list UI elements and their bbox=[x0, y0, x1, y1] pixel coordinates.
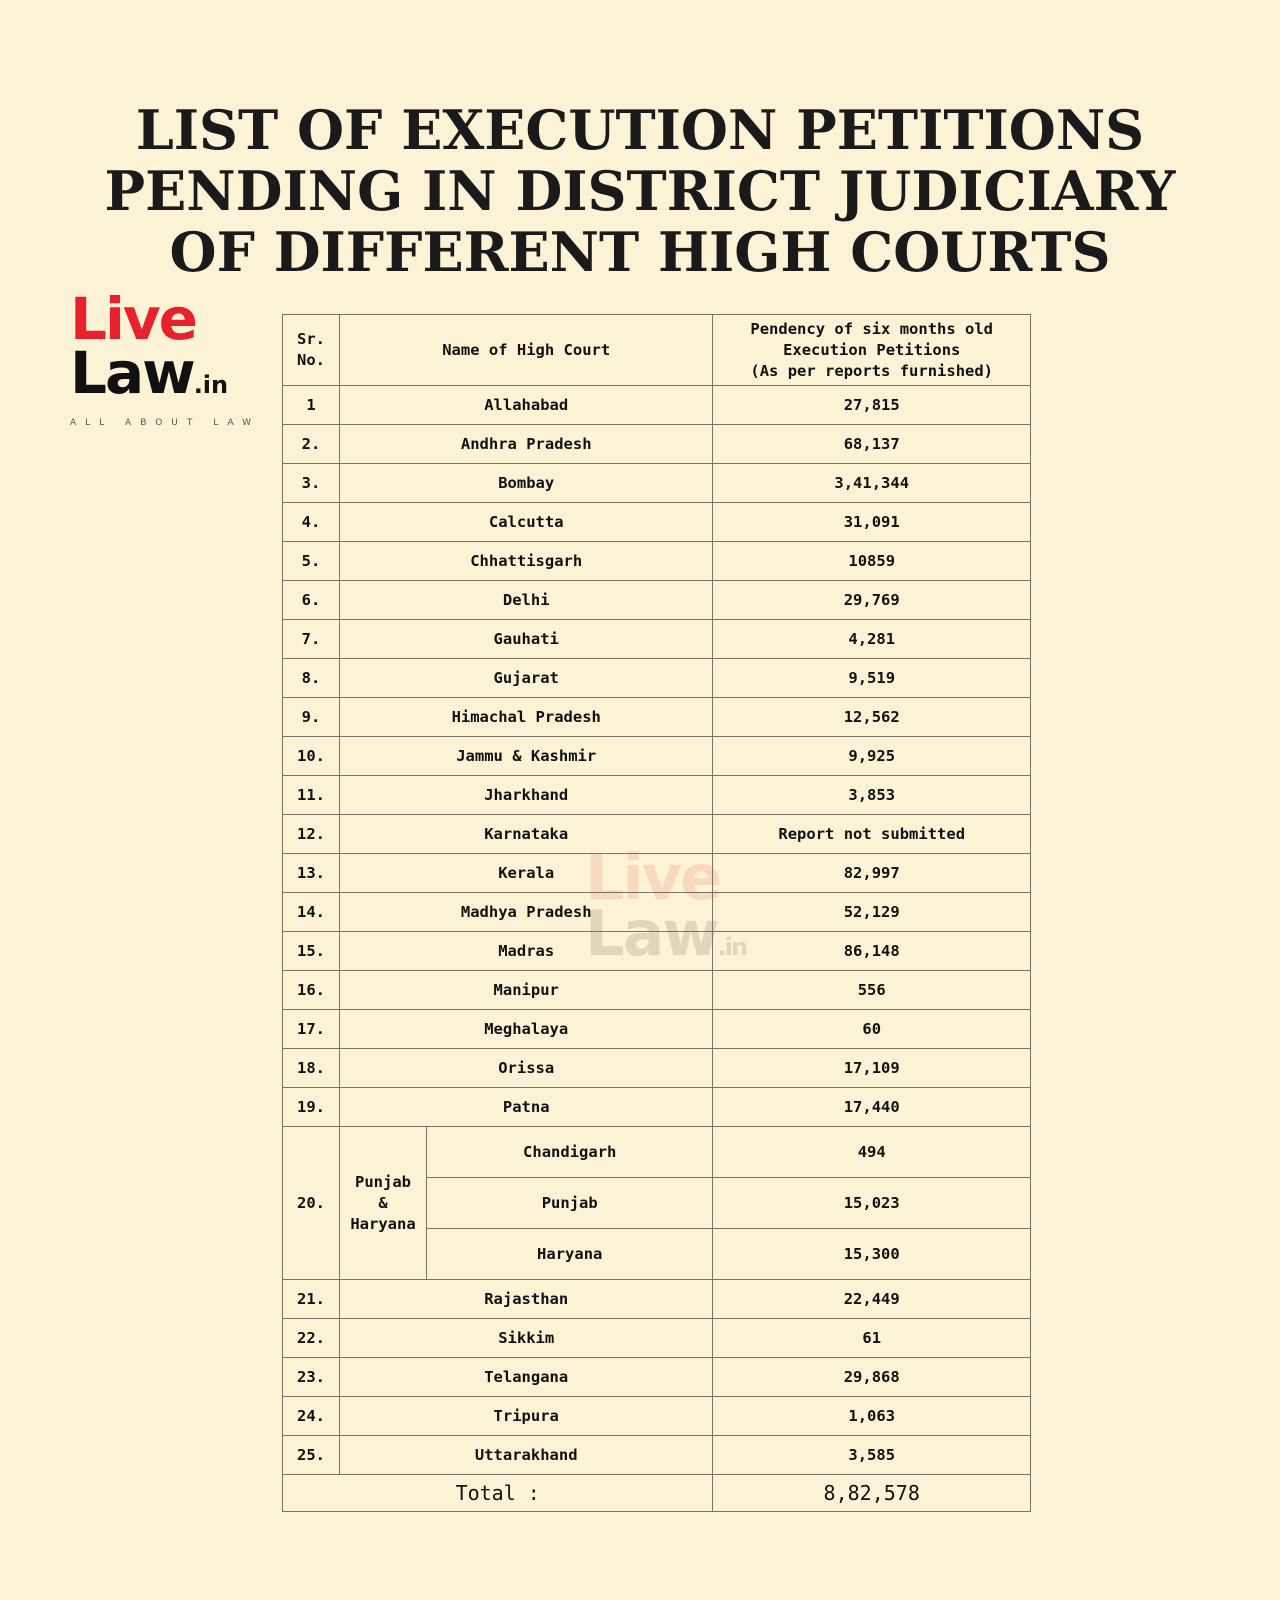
row-name: Telangana bbox=[340, 1358, 713, 1397]
row-value: 82,997 bbox=[713, 854, 1031, 893]
row-value: 3,853 bbox=[713, 776, 1031, 815]
table-row bbox=[283, 1358, 1031, 1397]
row-sr: 6. bbox=[283, 581, 340, 620]
row-name: Uttarakhand bbox=[340, 1436, 713, 1475]
row-value: 31,091 bbox=[713, 503, 1031, 542]
table-row bbox=[283, 1049, 1031, 1088]
row-name: Allahabad bbox=[340, 386, 713, 425]
row-value: 1,063 bbox=[713, 1397, 1031, 1436]
table-row bbox=[283, 1319, 1031, 1358]
row-sub-name: Haryana bbox=[427, 1229, 713, 1280]
header-pendency bbox=[713, 315, 1031, 386]
total-row bbox=[283, 1475, 1031, 1512]
row-sr: 17. bbox=[283, 1010, 340, 1049]
row-name: Tripura bbox=[340, 1397, 713, 1436]
row-name: Madhya Pradesh bbox=[340, 893, 713, 932]
table-row bbox=[283, 893, 1031, 932]
row-name: Kerala bbox=[340, 854, 713, 893]
row-name: Andhra Pradesh bbox=[340, 425, 713, 464]
row-name: Meghalaya bbox=[340, 1010, 713, 1049]
row-sr: 15. bbox=[283, 932, 340, 971]
row-sr: 10. bbox=[283, 737, 340, 776]
row-sr: 18. bbox=[283, 1049, 340, 1088]
row-value: 17,440 bbox=[713, 1088, 1031, 1127]
row-name: Calcutta bbox=[340, 503, 713, 542]
row-value: 15,300 bbox=[713, 1229, 1031, 1280]
row-sr: 25. bbox=[283, 1436, 340, 1475]
header-sr-no: Sr. No. bbox=[283, 315, 340, 386]
row-value: 12,562 bbox=[713, 698, 1031, 737]
row-name: Jammu & Kashmir bbox=[340, 737, 713, 776]
header-pendency-line1: Pendency of six months old bbox=[750, 319, 994, 338]
table-row bbox=[283, 620, 1031, 659]
logo-tagline: ALL ABOUT LAW bbox=[70, 418, 261, 428]
row-name: Orissa bbox=[340, 1049, 713, 1088]
table-row bbox=[283, 698, 1031, 737]
table-row bbox=[283, 971, 1031, 1010]
table-body-b bbox=[283, 1280, 1031, 1475]
row-name: Rajasthan bbox=[340, 1280, 713, 1319]
row-value: 4,281 bbox=[713, 620, 1031, 659]
table-row bbox=[283, 464, 1031, 503]
table-row bbox=[283, 1010, 1031, 1049]
row-name: Sikkim bbox=[340, 1319, 713, 1358]
table-row bbox=[283, 659, 1031, 698]
row-value: 3,41,344 bbox=[713, 464, 1031, 503]
table-row bbox=[283, 1280, 1031, 1319]
row-value: 10859 bbox=[713, 542, 1031, 581]
row-value: 494 bbox=[713, 1127, 1031, 1178]
table-body-a bbox=[283, 386, 1031, 1127]
row-sr: 24. bbox=[283, 1397, 340, 1436]
row-value: 52,129 bbox=[713, 893, 1031, 932]
watermark-suffix: .in bbox=[717, 933, 747, 961]
header-row bbox=[283, 315, 1031, 386]
row-sr: 2. bbox=[283, 425, 340, 464]
group-line3: Haryana bbox=[350, 1214, 416, 1233]
row-name: Himachal Pradesh bbox=[340, 698, 713, 737]
table-row bbox=[283, 425, 1031, 464]
row-name: Gauhati bbox=[340, 620, 713, 659]
row-sr: 7. bbox=[283, 620, 340, 659]
table-row bbox=[283, 932, 1031, 971]
row-value: 556 bbox=[713, 971, 1031, 1010]
row-sr: 4. bbox=[283, 503, 340, 542]
row-value: 17,109 bbox=[713, 1049, 1031, 1088]
row-value: 61 bbox=[713, 1319, 1031, 1358]
table-row bbox=[283, 776, 1031, 815]
row-name: Gujarat bbox=[340, 659, 713, 698]
row-sr: 11. bbox=[283, 776, 340, 815]
row-sr: 19. bbox=[283, 1088, 340, 1127]
row-sr: 14. bbox=[283, 893, 340, 932]
header-pendency-line2: Execution Petitions bbox=[783, 340, 961, 359]
row-value: 3,585 bbox=[713, 1436, 1031, 1475]
table-row bbox=[283, 581, 1031, 620]
row-sr: 23. bbox=[283, 1358, 340, 1397]
petitions-table bbox=[282, 314, 1031, 1512]
row-value: Report not submitted bbox=[713, 815, 1031, 854]
row-name: Chhattisgarh bbox=[340, 542, 713, 581]
row-sr: 12. bbox=[283, 815, 340, 854]
row-value: 29,769 bbox=[713, 581, 1031, 620]
title-line-2: PENDING IN DISTRICT JUDICIARY bbox=[104, 159, 1176, 223]
row-sr: 16. bbox=[283, 971, 340, 1010]
row-sr: 13. bbox=[283, 854, 340, 893]
table-row bbox=[283, 386, 1031, 425]
row-value: 22,449 bbox=[713, 1280, 1031, 1319]
row-sub-name: Punjab bbox=[427, 1178, 713, 1229]
logo-suffix: .in bbox=[193, 371, 229, 399]
row-name: Jharkhand bbox=[340, 776, 713, 815]
row-sr: 21. bbox=[283, 1280, 340, 1319]
total-label: Total : bbox=[283, 1475, 713, 1512]
row-group-name bbox=[340, 1127, 427, 1280]
row-name: Patna bbox=[340, 1088, 713, 1127]
logo-law: Law bbox=[70, 339, 194, 407]
table-row bbox=[283, 1088, 1031, 1127]
row-value: 68,137 bbox=[713, 425, 1031, 464]
watermark-law: Law bbox=[585, 897, 718, 970]
title-line-3: OF DIFFERENT HIGH COURTS bbox=[169, 220, 1111, 284]
row-name: Madras bbox=[340, 932, 713, 971]
row-sr: 9. bbox=[283, 698, 340, 737]
row-sr: 3. bbox=[283, 464, 340, 503]
table-row bbox=[283, 1127, 1031, 1178]
watermark-live: Live bbox=[585, 841, 721, 914]
group-line2: & bbox=[378, 1193, 388, 1212]
title-line-1: LIST OF EXECUTION PETITIONS bbox=[135, 98, 1145, 162]
table-row bbox=[283, 854, 1031, 893]
row-sr: 1 bbox=[283, 386, 340, 425]
logo-live: Live bbox=[70, 285, 196, 353]
row-value: 9,925 bbox=[713, 737, 1031, 776]
table-row bbox=[283, 1436, 1031, 1475]
row-value: 29,868 bbox=[713, 1358, 1031, 1397]
row-sr: 22. bbox=[283, 1319, 340, 1358]
row-sr: 5. bbox=[283, 542, 340, 581]
row-name: Karnataka bbox=[340, 815, 713, 854]
row-value: 9,519 bbox=[713, 659, 1031, 698]
row-value: 15,023 bbox=[713, 1178, 1031, 1229]
row-sr: 8. bbox=[283, 659, 340, 698]
table-body-punjab bbox=[283, 1127, 1031, 1280]
row-sr: 20. bbox=[283, 1127, 340, 1280]
table-row bbox=[283, 503, 1031, 542]
row-value: 60 bbox=[713, 1010, 1031, 1049]
table-row bbox=[283, 737, 1031, 776]
row-name: Delhi bbox=[340, 581, 713, 620]
row-name: Bombay bbox=[340, 464, 713, 503]
page-title bbox=[0, 100, 1280, 283]
header-name: Name of High Court bbox=[340, 315, 713, 386]
livelaw-logo bbox=[70, 285, 270, 428]
table-row bbox=[283, 1397, 1031, 1436]
row-value: 86,148 bbox=[713, 932, 1031, 971]
table-row bbox=[283, 815, 1031, 854]
row-name: Manipur bbox=[340, 971, 713, 1010]
header-pendency-line3: (As per reports furnished) bbox=[750, 361, 994, 380]
table-row bbox=[283, 542, 1031, 581]
total-value: 8,82,578 bbox=[713, 1475, 1031, 1512]
group-line1: Punjab bbox=[355, 1172, 411, 1191]
row-value: 27,815 bbox=[713, 386, 1031, 425]
row-sub-name: Chandigarh bbox=[427, 1127, 713, 1178]
